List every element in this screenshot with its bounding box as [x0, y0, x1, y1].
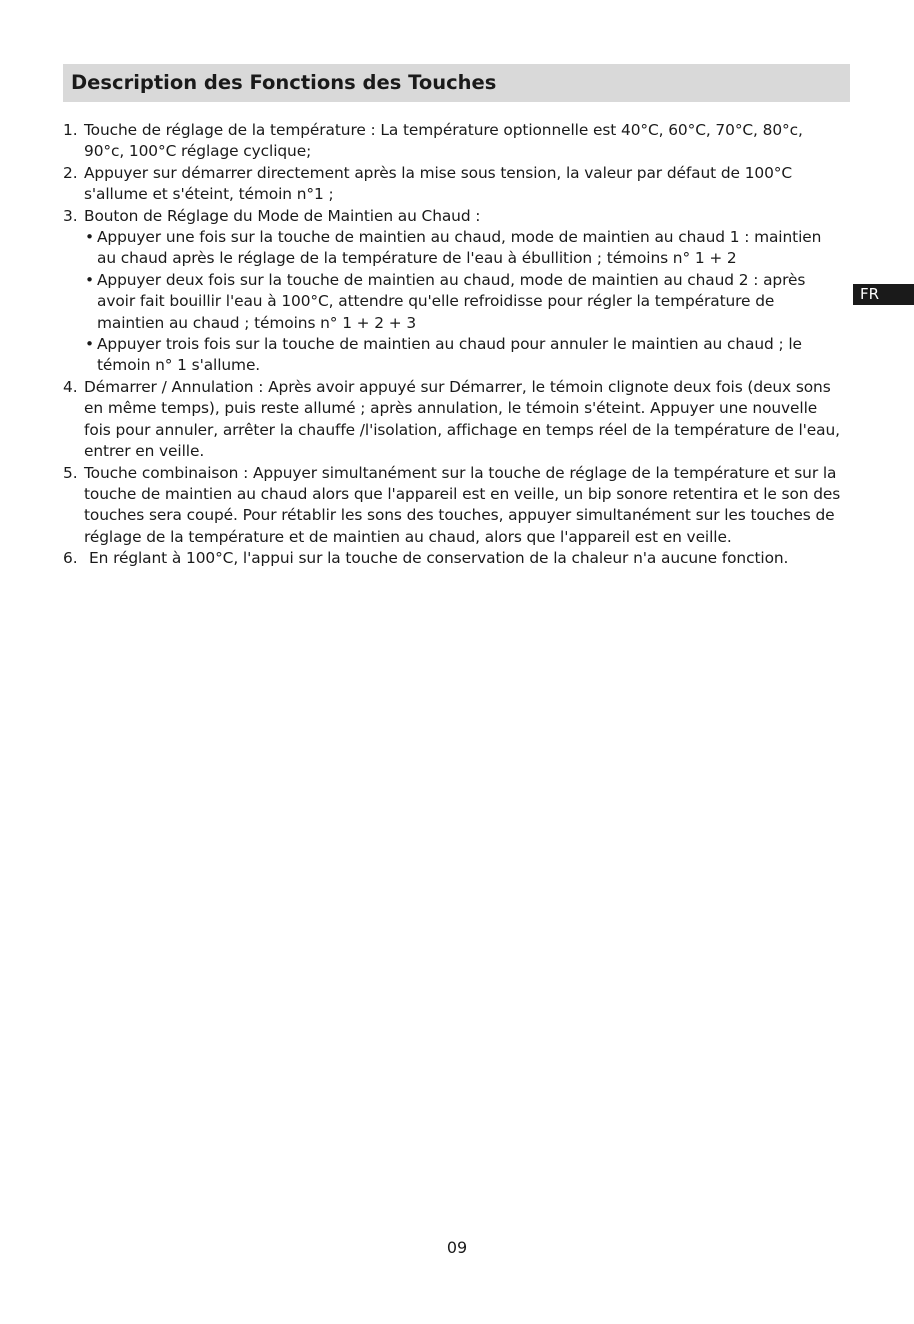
item-text: Touche de réglage de la température : La température optionnelle est 40°C, 60°C, 70°C, 80°c, 90°c, 100°C réglage cyclique;: [84, 121, 803, 161]
sub-item-3: [63, 334, 843, 377]
item-text: En réglant à 100°C, l'appui sur la touche de conservation de la chaleur n'a aucune fonction.: [89, 549, 789, 568]
item-text: Touche combinaison : Appuyer simultanément sur la touche de réglage de la température et sur la touche de maintien au chaud alors que l'appareil est en veille, un bip sonore retentira et le son des touches sera coupé. Pour rétablir les sons des touches, appuyer simultanément sur les touches de réglage de la température et de maintien au chaud, alors que l'appareil est en veille.: [84, 463, 841, 546]
sub-item-2: [63, 270, 843, 334]
section-title: Description des Fonctions des Touches: [71, 71, 497, 94]
sub-item-1: [63, 227, 843, 270]
item-number: 4.: [63, 377, 78, 396]
item-number: 1.: [63, 121, 78, 139]
sub-item-text: Appuyer une fois sur la touche de maintien au chaud, mode de maintien au chaud 1 : maintien au chaud après le réglage de la température de l'eau à ébullition ; témoins n° 1 + 2: [97, 228, 822, 268]
bullet-icon: •: [85, 270, 94, 289]
item-number: 5.: [63, 463, 78, 482]
page-number: 09: [446, 1238, 468, 1257]
list-item-6: [63, 548, 843, 569]
function-list: [63, 120, 843, 570]
item-number: 2.: [63, 163, 78, 182]
list-item-5: [63, 463, 843, 549]
item-text: Bouton de Réglage du Mode de Maintien au Chaud :: [84, 206, 481, 225]
list-item-3: [63, 206, 843, 227]
list-item-1: [63, 120, 843, 163]
item-number: 6.: [63, 549, 78, 568]
list-item-4: [63, 377, 843, 463]
item-text: Appuyer sur démarrer directement après la mise sous tension, la valeur par défaut de 100°C s'allume et s'éteint, témoin n°1 ;: [84, 163, 793, 204]
section-header-bar: [63, 64, 850, 102]
bullet-icon: •: [85, 335, 94, 354]
item-number: 3.: [63, 206, 78, 225]
language-tab: FR: [853, 284, 914, 305]
sub-item-text: Appuyer deux fois sur la touche de maintien au chaud, mode de maintien au chaud 2 : après avoir fait bouillir l'eau à 100°C, attendre qu'elle refroidisse pour régler la température de maintien au chaud ; témoins n° 1 + 2 + 3: [97, 270, 806, 332]
item-text: Démarrer / Annulation : Après avoir appuyé sur Démarrer, le témoin clignote deux fois (deux sons en même temps), puis reste allumé ; après annulation, le témoin s'éteint. Appuyer une nouvelle fois pour annuler, arrêter la chauffe /l'isolation, affichage en temps réel de la température de l'eau, entrer en veille.: [84, 377, 840, 461]
sub-item-text: Appuyer trois fois sur la touche de maintien au chaud pour annuler le maintien au chaud ; le témoin n° 1 s'allume.: [97, 335, 802, 375]
list-item-2: [63, 163, 843, 206]
bullet-icon: •: [85, 228, 94, 247]
